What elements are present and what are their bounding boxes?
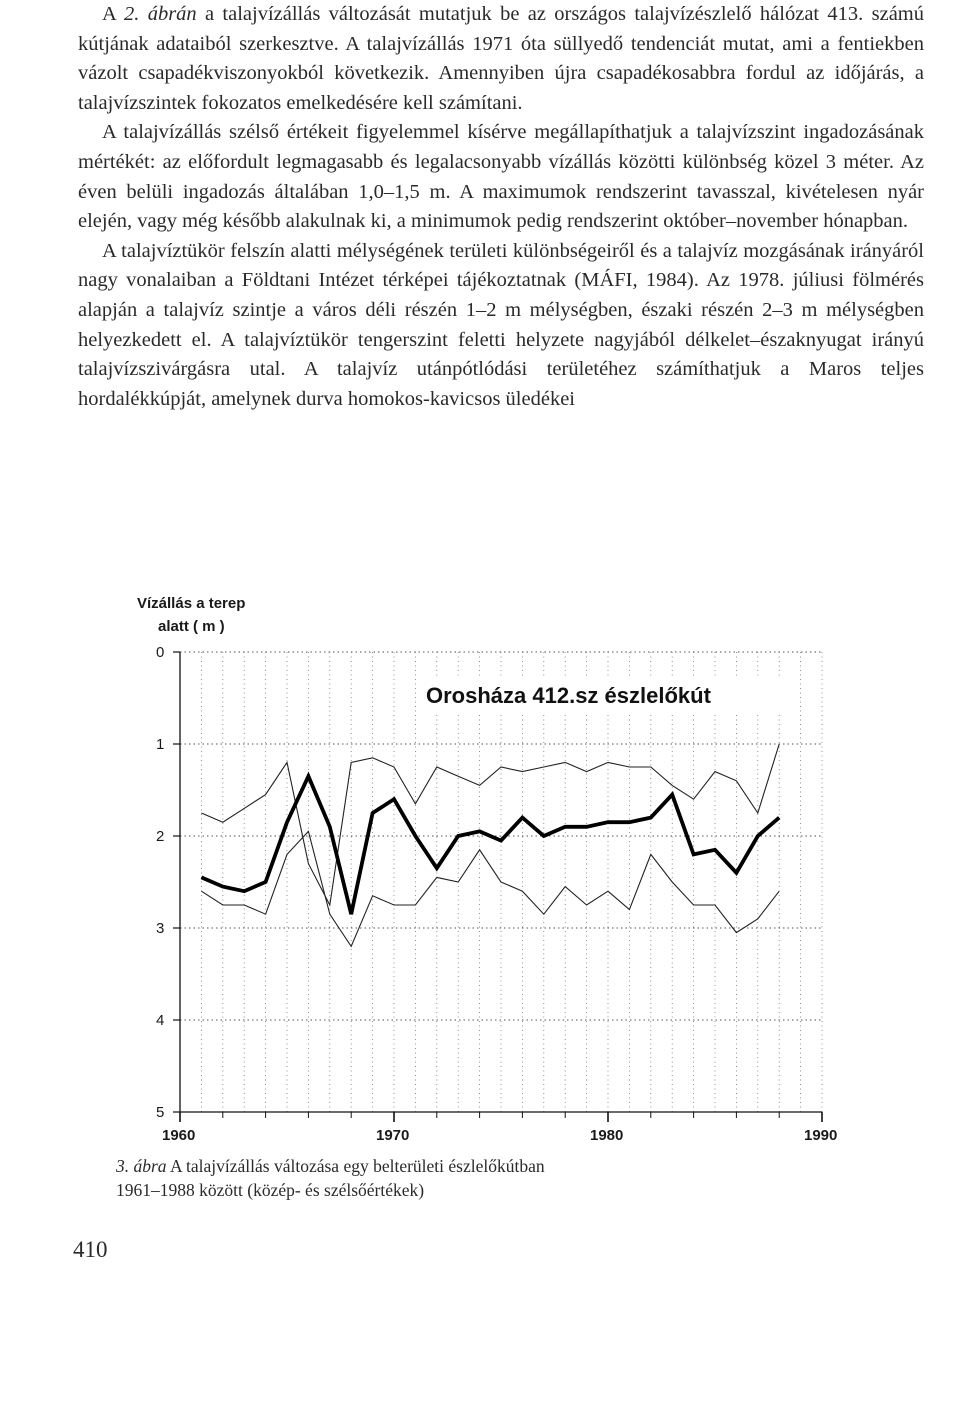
- paragraph-1-prefix: A: [102, 3, 124, 25]
- y-axis-label-line-2: alatt ( m ): [158, 618, 225, 635]
- paragraph-2: A talajvízállás szélső értékeit figyelemmel kísérve megállapíthatjuk a talajvízszint ingadozásának mértékét: az előfordult legmagasabb és legalacsonyabb vízállás közötti különbség közel 3 méter. Az éven belüli ingadozás általában 1,0–1,5 m. A maximumok rendszerint tavasszal, kivételesen nyár elején, vagy még később alakulnak ki, a minimumok pedig rendszerint október–november hónapban.: [78, 121, 924, 233]
- caption-line-1: [116, 1154, 716, 1178]
- paragraph-1-text: a talajvízállás változását mutatjuk be az országos talajvízészlelő hálózat 413. számú kútjának adataiból szerkesztve. A talajvízállás 1971 óta süllyedő tendenciát mutat, ami a fentiekben vázolt csapadékviszonyokból következik. Amennyiben újra csapadékosabbra fordul az időjárás, a talajvízszintek fokozatos emelkedésére kell számítani.: [78, 3, 924, 114]
- x-tick-label: 1980: [590, 1127, 624, 1144]
- caption-text-1: A talajvízállás változása egy belterületi észlelőkútban: [166, 1156, 545, 1176]
- series-mean-line: [201, 776, 779, 914]
- y-tick-label: 2: [156, 828, 165, 845]
- caption-line-2: 1961–1988 között (közép- és szélsőértékek): [116, 1180, 425, 1200]
- figure-caption: [116, 1154, 716, 1202]
- chart-axes: [156, 644, 837, 1144]
- chart-series: [201, 744, 779, 946]
- y-tick-label: 3: [156, 920, 165, 937]
- x-tick-label: 1990: [804, 1127, 838, 1144]
- chart-title: Orosháza 412.sz észlelőkút: [426, 683, 711, 708]
- y-axis-label-line-1: Vízállás a terep: [137, 595, 246, 612]
- figure-reference: 2. ábrán: [124, 3, 197, 25]
- y-tick-label: 5: [156, 1104, 165, 1121]
- paragraph-3: A talajvíztükör felszín alatti mélységének területi különbségeiről és a talajvíz mozgásának irányáról nagy vonalaiban a Földtani Intézet térképei tájékoztatnak (MÁFI, 1984). Az 1978. júliusi fölmérés alapján a talajvíz szintje a város déli részén 1–2 m mélységben, északi részén 2–3 m mélységben helyezkedett el. A talajvíztükör tengerszint feletti helyzete nagyjából délkelet–északnyugat irányú talajvízszivárgásra utal. A talajvíz utánpótlódási területéhez számíthatjuk a Maros teljes hordalékkúpját, amelynek durva homokos-kavicsos üledékei: [78, 239, 924, 410]
- caption-figure-number: 3. ábra: [116, 1156, 167, 1176]
- x-tick-label: 1970: [376, 1127, 410, 1144]
- y-tick-label: 0: [156, 644, 165, 661]
- page-number: 410: [73, 1237, 108, 1262]
- x-tick-label: 1960: [162, 1127, 196, 1144]
- y-tick-label: 4: [156, 1012, 165, 1029]
- y-tick-label: 1: [156, 736, 165, 753]
